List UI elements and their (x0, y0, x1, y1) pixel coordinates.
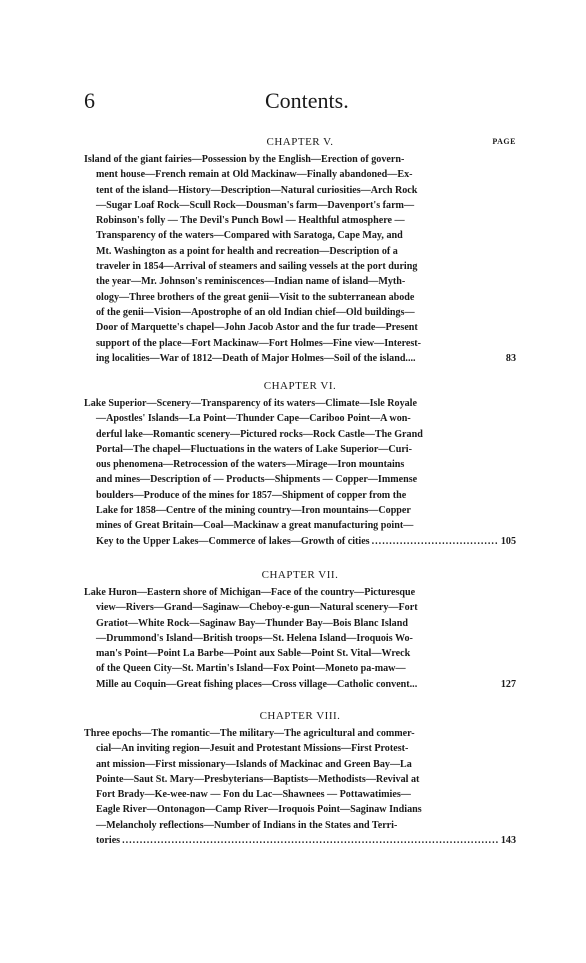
page-column-label: PAGE (492, 137, 516, 146)
dot-leader (370, 534, 498, 549)
summary-line: —Drummond's Island—British troops—St. Helena Island—Iroquois Wo- (96, 632, 413, 644)
summary-line: ing localities—War of 1812—Death of Major Holmes—Soil of the island.... (96, 352, 416, 364)
summary-line: support of the place—Fort Mackinaw—Fort Holmes—Fine view—Interest- (96, 337, 422, 349)
summary-line: derful lake—Romantic scenery—Pictured rocks—Rock Castle—The Grand (96, 428, 423, 440)
dot-leader (120, 833, 498, 848)
summary-line: traveler in 1854—Arrival of steamers and sailing vessels at the port during (96, 261, 418, 273)
summary-line: of the Queen City—St. Martin's Island—Fox Point—Moneto pa-maw— (96, 663, 406, 675)
chapter-heading (84, 136, 516, 152)
summary-line: the year—Mr. Johnson's reminiscences—Indian name of island—Myth- (96, 276, 406, 288)
summary-line: ant mission—First missionary—Islands of Mackinac and Green Bay—La (96, 758, 412, 770)
summary-line: Portal—The chapel—Fluctuations in the waters of Lake Superior—Curi- (96, 443, 412, 455)
chapter-summary (84, 585, 516, 692)
page-number: 6 (84, 88, 95, 113)
summary-line: —Melancholy reflections—Number of Indians in the States and Terri- (96, 819, 398, 831)
summary-line: ment house—French remain at Old Mackinaw—Finally abandoned—Ex- (96, 169, 413, 181)
summary-line: Key to the Upper Lakes—Commerce of lakes—Growth of cities (96, 535, 370, 547)
summary-line: mines of Great Britain—Coal—Mackinaw a great manufacturing point— (96, 520, 414, 532)
summary-line: Lake Superior—Scenery—Transparency of its waters—Climate—Isle Royale (84, 398, 417, 409)
summary-last-line (84, 833, 516, 848)
chapter-page-number: 105 (500, 535, 516, 547)
chapter-summary (84, 152, 516, 366)
summary-line: Transparency of the waters—Compared with Saratoga, Cape May, and (96, 230, 403, 242)
summary-line: Eagle River—Ontonagon—Camp River—Iroquois Point—Saginaw Indians (96, 804, 422, 816)
chapter-page-number: 143 (500, 835, 516, 847)
chapter-heading (84, 710, 516, 726)
chapter-entry-7 (84, 569, 516, 692)
summary-line: Robinson's folly — The Devil's Punch Bowl — Healthful atmosphere — (96, 215, 405, 227)
summary-line: —Sugar Loaf Rock—Scull Rock—Dousman's farm—Davenport's farm— (96, 199, 415, 211)
summary-line: and mines—Description of — Products—Shipments — Copper—Immense (96, 474, 418, 486)
summary-line: Three epochs—The romantic—The military—The agricultural and commer- (84, 728, 415, 739)
summary-line: Fort Brady—Ke-wee-naw — Fon du Lac—Shawnees — Pottawatimies— (96, 789, 411, 801)
summary-line: cial—An inviting region—Jesuit and Protestant Missions—First Protest- (96, 743, 409, 755)
summary-last-line (84, 677, 516, 692)
summary-line: Gratiot—White Rock—Saginaw Bay—Thunder Bay—Bois Blanc Island (96, 617, 408, 629)
summary-line: Mille au Coquin—Great fishing places—Cross village—Catholic convent... (96, 678, 418, 690)
chapter-entry-8 (84, 710, 516, 848)
summary-line: Lake Huron—Eastern shore of Michigan—Face of the country—Picturesque (84, 587, 416, 598)
chapter-title: CHAPTER VIII. (259, 710, 341, 722)
chapter-title: CHAPTER V. (266, 136, 334, 148)
summary-line: boulders—Produce of the mines for 1857—Shipment of copper from the (96, 489, 407, 501)
summary-line: man's Point—Point La Barbe—Point aux Sable—Point St. Vital—Wreck (96, 648, 411, 660)
summary-line: ology—Three brothers of the great genii—Visit to the subterranean abode (96, 291, 415, 303)
summary-line: tories (96, 835, 121, 847)
summary-line: of the genii—Vision—Apostrophe of an old Indian chief—Old buildings— (96, 306, 415, 318)
chapter-summary (84, 396, 516, 549)
summary-last-line (84, 534, 516, 549)
chapter-entry-6 (84, 380, 516, 549)
chapter-summary (84, 726, 516, 848)
summary-line: Pointe—Saut St. Mary—Presbyterians—Baptists—Methodists—Revival at (96, 773, 420, 785)
summary-line: Lake for 1858—Centre of the mining country—Iron mountains—Copper (96, 505, 411, 517)
summary-last-line (84, 351, 516, 366)
chapter-heading (84, 380, 516, 396)
chapter-entry-5 (84, 136, 516, 366)
summary-line: —Apostles' Islands—La Point—Thunder Cape—Cariboo Point—A won- (96, 413, 411, 425)
summary-line: Door of Marquette's chapel—John Jacob Astor and the fur trade—Present (96, 322, 418, 334)
chapter-page-number: 83 (505, 352, 516, 364)
chapter-heading (84, 569, 516, 585)
chapter-page-number: 127 (500, 678, 516, 690)
summary-line: ous phenomena—Retrocession of the waters—Mirage—Iron mountains (96, 459, 405, 471)
summary-line: view—Rivers—Grand—Saginaw—Cheboy-e-gun—Natural scenery—Fort (96, 602, 418, 614)
chapter-title: CHAPTER VI. (263, 380, 337, 392)
summary-line: Mt. Washington as a point for health and recreation—Description of a (96, 245, 398, 257)
summary-line: Island of the giant fairies—Possession by the English—Erection of govern- (84, 154, 405, 165)
page-title: Contents. (265, 88, 349, 113)
summary-line: tent of the island—History—Description—Natural curiosities—Arch Rock (96, 184, 418, 196)
chapter-title: CHAPTER VII. (261, 569, 339, 581)
